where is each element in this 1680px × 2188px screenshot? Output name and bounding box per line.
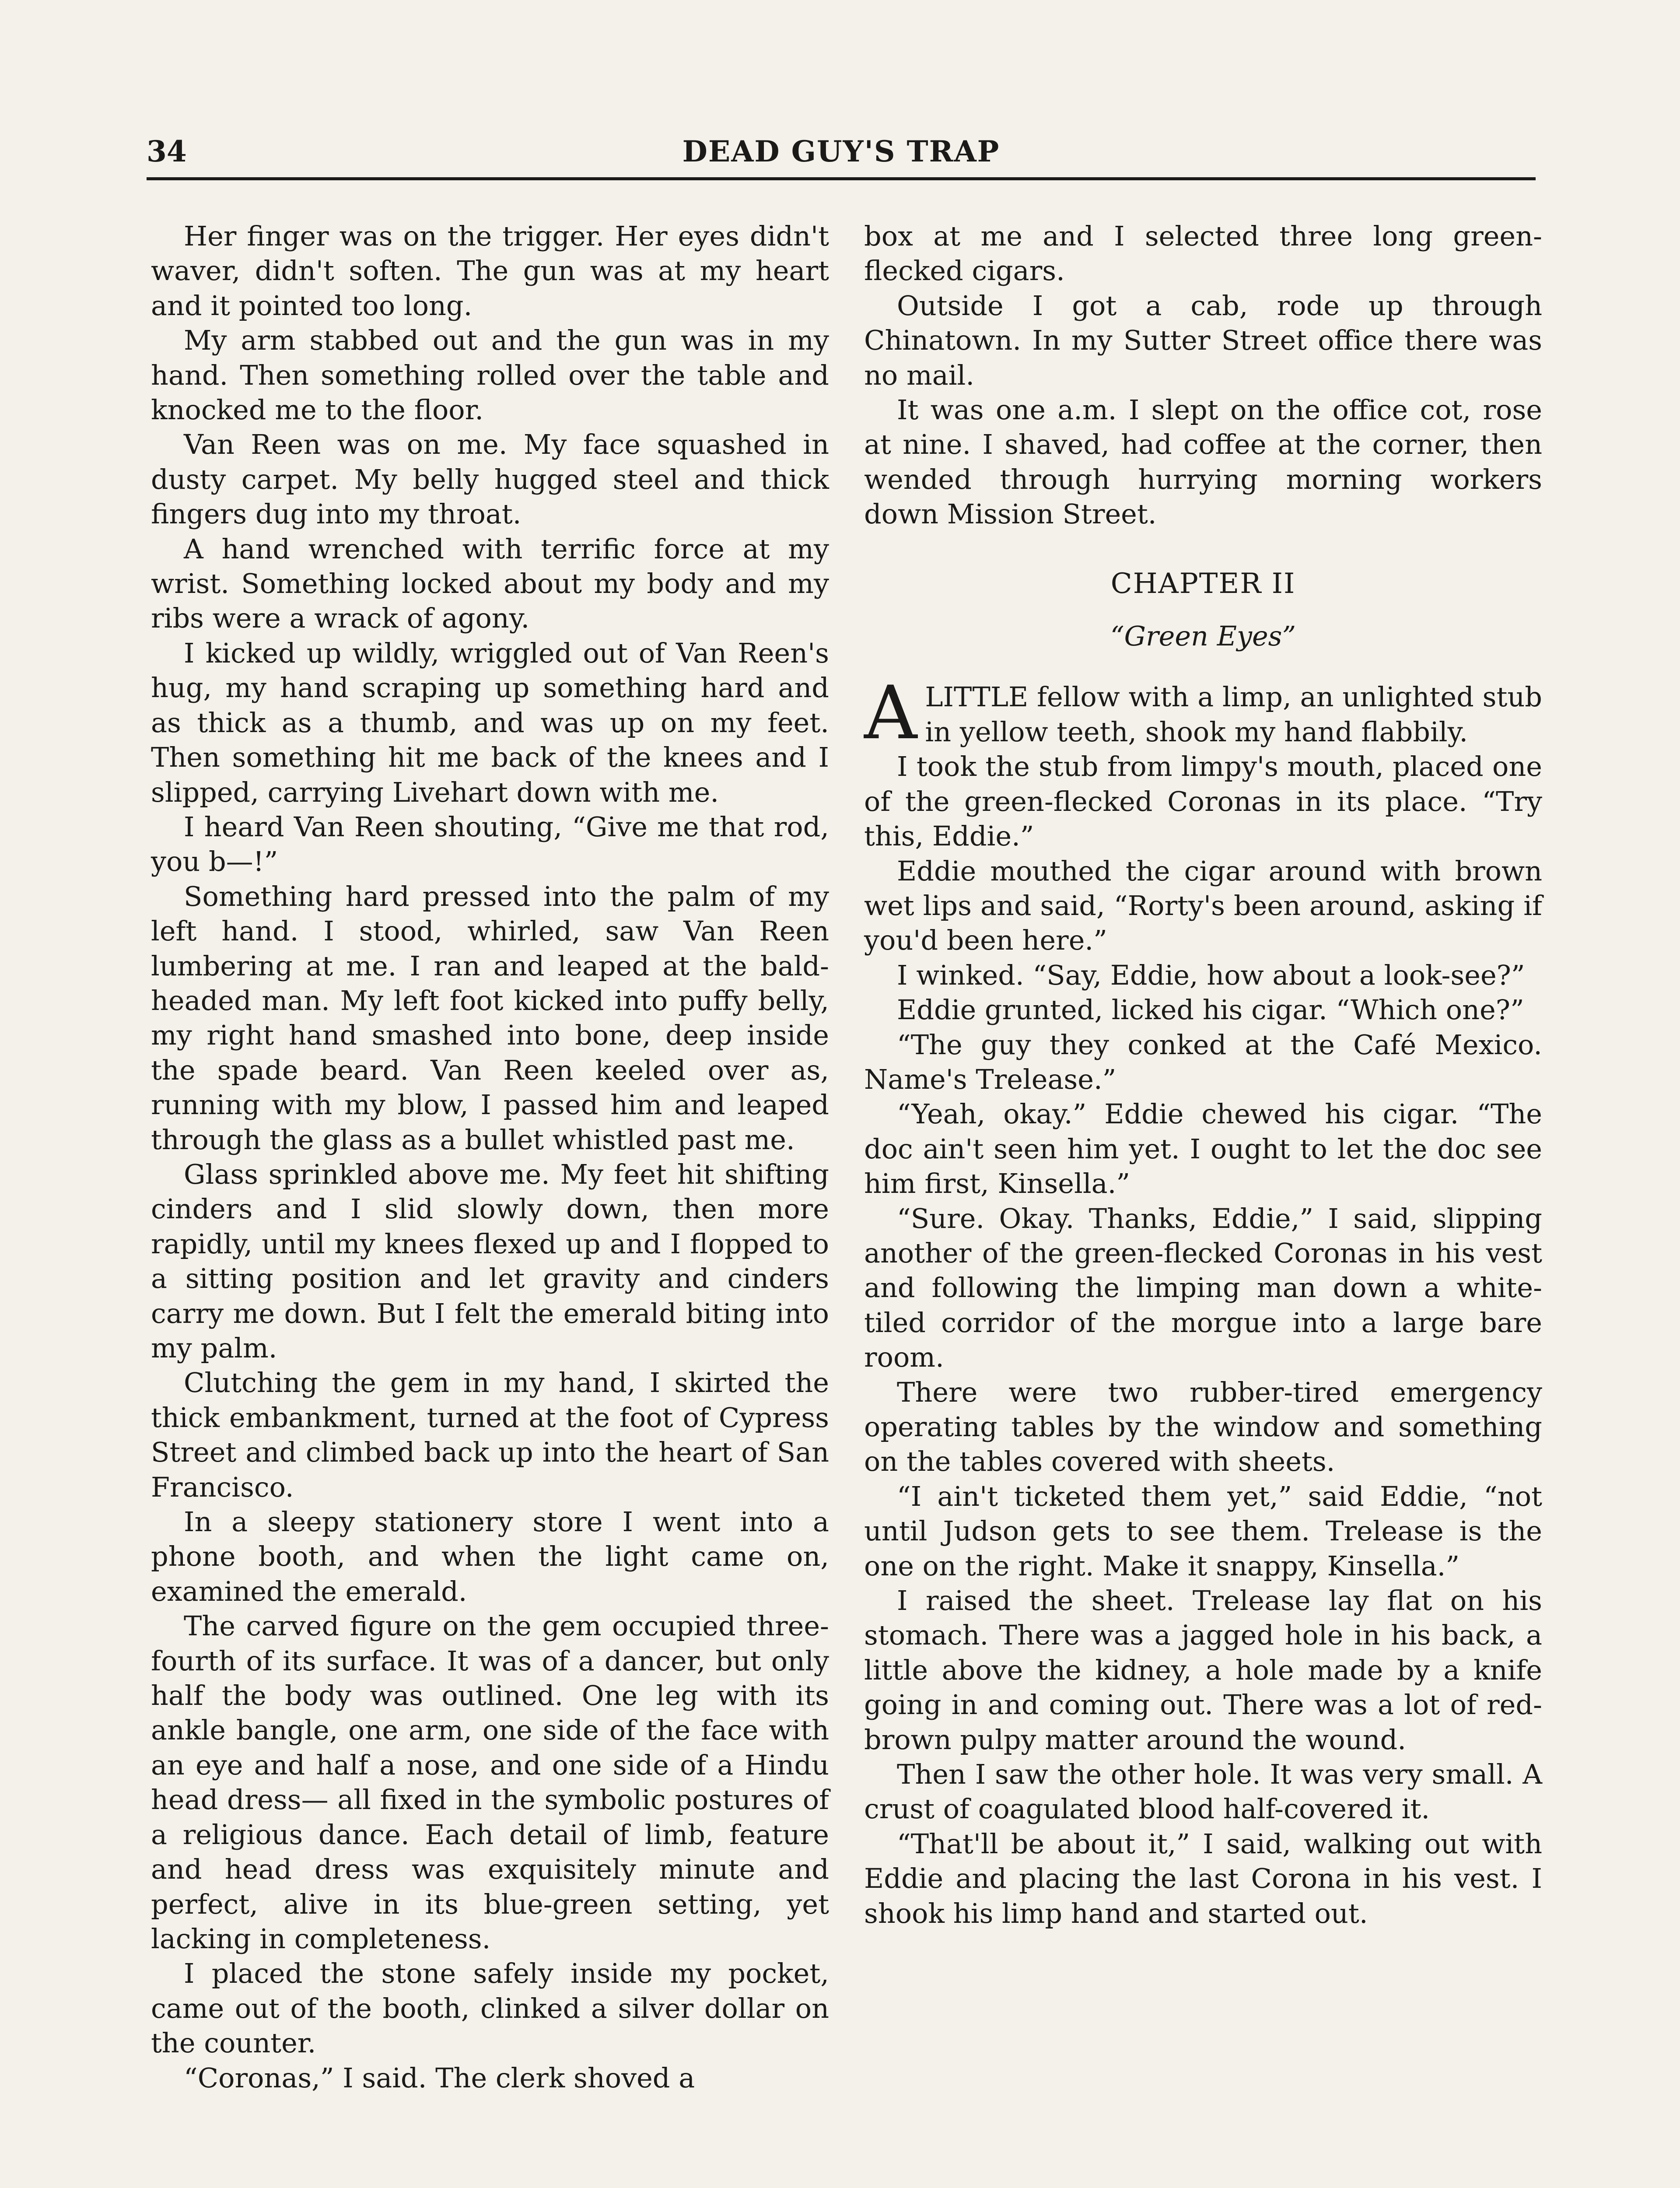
paragraph: “Yeah, okay.” Eddie chewed his cigar. “The doc ain't seen him yet. I ought to let the doc see him first, Kinsella.” [864, 1098, 1542, 1200]
left-column [151, 219, 829, 2095]
paragraph: Something hard pressed into the palm of my left hand. I stood, whirled, saw Van Reen lumbering at me. I ran and leaped at the bald-headed man. My left foot kicked into puffy belly, my right hand smashed into bone, deep inside the spade beard. Van Reen keeled over as, running with my blow, I passed him and leaped through the glass as a bullet whistled past me. [151, 880, 829, 1156]
running-title: DEAD GUY'S TRAP [682, 134, 1000, 168]
drop-cap: A [864, 670, 917, 756]
paragraph: My arm stabbed out and the gun was in my hand. Then something rolled over the table and knocked me to the floor. [151, 324, 829, 426]
paragraph: “I ain't ticketed them yet,” said Eddie, “not until Judson gets to see them. Trelease is the one on the right. Make it snappy, Kinsella.” [864, 1480, 1542, 1582]
right-column [864, 219, 1542, 1931]
paragraph: Eddie mouthed the cigar around with brown wet lips and said, “Rorty's been around, asking if you'd been here.” [864, 855, 1542, 957]
paragraph: “Coronas,” I said. The clerk shoved a [184, 2062, 695, 2094]
paragraph: Her finger was on the trigger. Her eyes didn't waver, didn't soften. The gun was at my heart and it pointed too long. [151, 220, 829, 322]
paragraph: A hand wrenched with terrific force at my wrist. Something locked about my body and my ribs were a wrack of agony. [151, 533, 829, 635]
paragraph: I heard Van Reen shouting, “Give me that rod, you b—!” [151, 810, 829, 878]
opening-paragraph [864, 670, 1542, 756]
paragraph: I raised the sheet. Trelease lay flat on his stomach. There was a jagged hole in his back, a little above the kidney, a hole made by a knife going in and coming out. There was a lot of red-brown pulpy matter around the wound. [864, 1585, 1542, 1756]
page-header [147, 129, 1536, 180]
paragraph: The carved figure on the gem occupied three-fourth of its surface. It was of a dancer, but only half the body was outlined. One leg with its ankle bangle, one arm, one side of the face with an eye and half a nose, and one side of a Hindu head dress— all fixed in the symbolic postures of a religious dance. Each detail of limb, feature and head dress was exquisitely minute and perfect, alive in its blue-green setting, yet lacking in completeness. [151, 1610, 829, 1955]
paragraph: It was one a.m. I slept on the office cot, rose at nine. I shaved, had coffee at the corner, then wended through hurrying morning workers down Mission Street. [864, 394, 1542, 530]
paragraph: Glass sprinkled above me. My feet hit shifting cinders and I slid slowly down, then more rapidly, until my knees flexed up and I flopped to a sitting position and let gravity and cinders carry me down. But I felt the emerald biting into my palm. [151, 1158, 829, 1364]
paragraph: I placed the stone safely inside my pocket, came out of the booth, clinked a silver dollar on the counter. [151, 1957, 829, 2059]
page-number: 34 [147, 134, 187, 168]
paragraph: I winked. “Say, Eddie, how about a look-see?” [897, 959, 1525, 991]
paragraph: There were two rubber-tired emergency operating tables by the window and something on the tables covered with sheets. [864, 1376, 1542, 1478]
paragraph: I kicked up wildly, wriggled out of Van Reen's hug, my hand scraping up something hard and as thick as a thumb, and was up on my feet. Then something hit me back of the knees and I slipped, carrying Livehart down with me. [151, 637, 829, 808]
paragraph: I took the stub from limpy's mouth, placed one of the green-flecked Coronas in its place. “Try this, Eddie.” [864, 750, 1542, 852]
paragraph: box at me and I selected three long green-flecked cigars. [864, 220, 1542, 287]
paragraph: Clutching the gem in my hand, I skirted the thick embankment, turned at the foot of Cypress Street and climbed back up into the heart of San Francisco. [151, 1367, 829, 1503]
paragraph: Eddie grunted, licked his cigar. “Which one?” [897, 994, 1524, 1026]
paragraph: Van Reen was on me. My face squashed in dusty carpet. My belly hugged steel and thick fingers dug into my throat. [151, 428, 829, 530]
paragraph: In a sleepy stationery store I went into a phone booth, and when the light came on, examined the emerald. [151, 1506, 829, 1607]
paragraph: Then I saw the other hole. It was very small. A crust of coagulated blood half-covered it. [864, 1758, 1542, 1825]
paragraph: “The guy they conked at the Café Mexico. Name's Trelease.” [864, 1028, 1542, 1095]
opening-paragraph-text: LITTLE fellow with a limp, an unlighted stub in yellow teeth, shook my hand flabbily. [925, 681, 1542, 748]
chapter-heading: CHAPTER II [1110, 567, 1296, 600]
chapter-subtitle: “Green Eyes” [1110, 620, 1296, 652]
paragraph: “Sure. Okay. Thanks, Eddie,” I said, slipping another of the green-flecked Coronas in his vest and following the limping man down a white-tiled corridor of the morgue into a large bare room. [864, 1202, 1542, 1374]
paragraph: Outside I got a cab, rode up through Chinatown. In my Sutter Street office there was no mail. [864, 289, 1542, 391]
paragraph: “That'll be about it,” I said, walking out with Eddie and placing the last Corona in his vest. I shook his limp hand and started out. [864, 1827, 1542, 1929]
